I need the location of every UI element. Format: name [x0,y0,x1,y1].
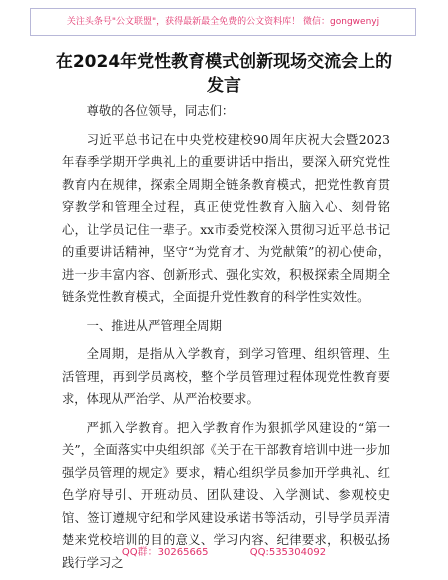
qq-group-text: QQ群：30265665 [121,547,209,558]
paragraph-intro: 习近平总书记在中央党校建校90周年庆祝大会暨2023年春季学期开学典礼上的重要讲话中指出，要深入研究党性教育内在规律，探索全周期全链条教育模式，把党性教育贯穿教学和管理全过程，真正使党性教育入脑入心、刻骨铭心，让学员记住一辈子。xx市委党校深入贯彻习近平总书记的重要讲话精神，坚守“为党育才、为党献策”的初心使命，进一步丰富内容、创新形式、强化实效，积极探索全周期全链条党性教育模式，全面提升党性教育的科学性实效性。 [62,132,390,304]
paragraph-enrollment: 严抓入学教育。把入学教育作为狠抓学风建设的“第一关”，全面落实中央组织部《关于在干部教育培训中进一步加强学员管理的规定》要求，精心组织学员参加开学典礼、红色学府导引、开班动员、团队建设、入学测试、参观校史馆、签订遵规守纪和学风建设承诺书等活动，引导学员弄清楚来党校培训的目的意义、学习内容、纪律要求，积极弘扬践行学习之 [62,420,390,570]
section-heading-1: 一、推进从严管理全周期 [86,318,222,333]
contact-footer [0,543,448,558]
document-title: 在2024年党性教育模式创新现场交流会上的发言 [55,52,393,96]
promo-header-text: 关注头条号"公文联盟"，获得最新最全免费的公文资料库！ 微信：gongwenyj [66,17,380,27]
document-body [62,100,390,574]
salutation: 尊敬的各位领导，同志们： [86,104,235,118]
qq-number-text: QQ:535304092 [249,547,327,558]
paragraph-full-cycle: 全周期，是指从入学教育，到学习管理、组织管理、生活管理，再到学员离校，整个学员管理过程体现党性教育要求，体现从严治学、从严治校要求。 [62,347,390,406]
promo-header-banner [30,8,416,36]
